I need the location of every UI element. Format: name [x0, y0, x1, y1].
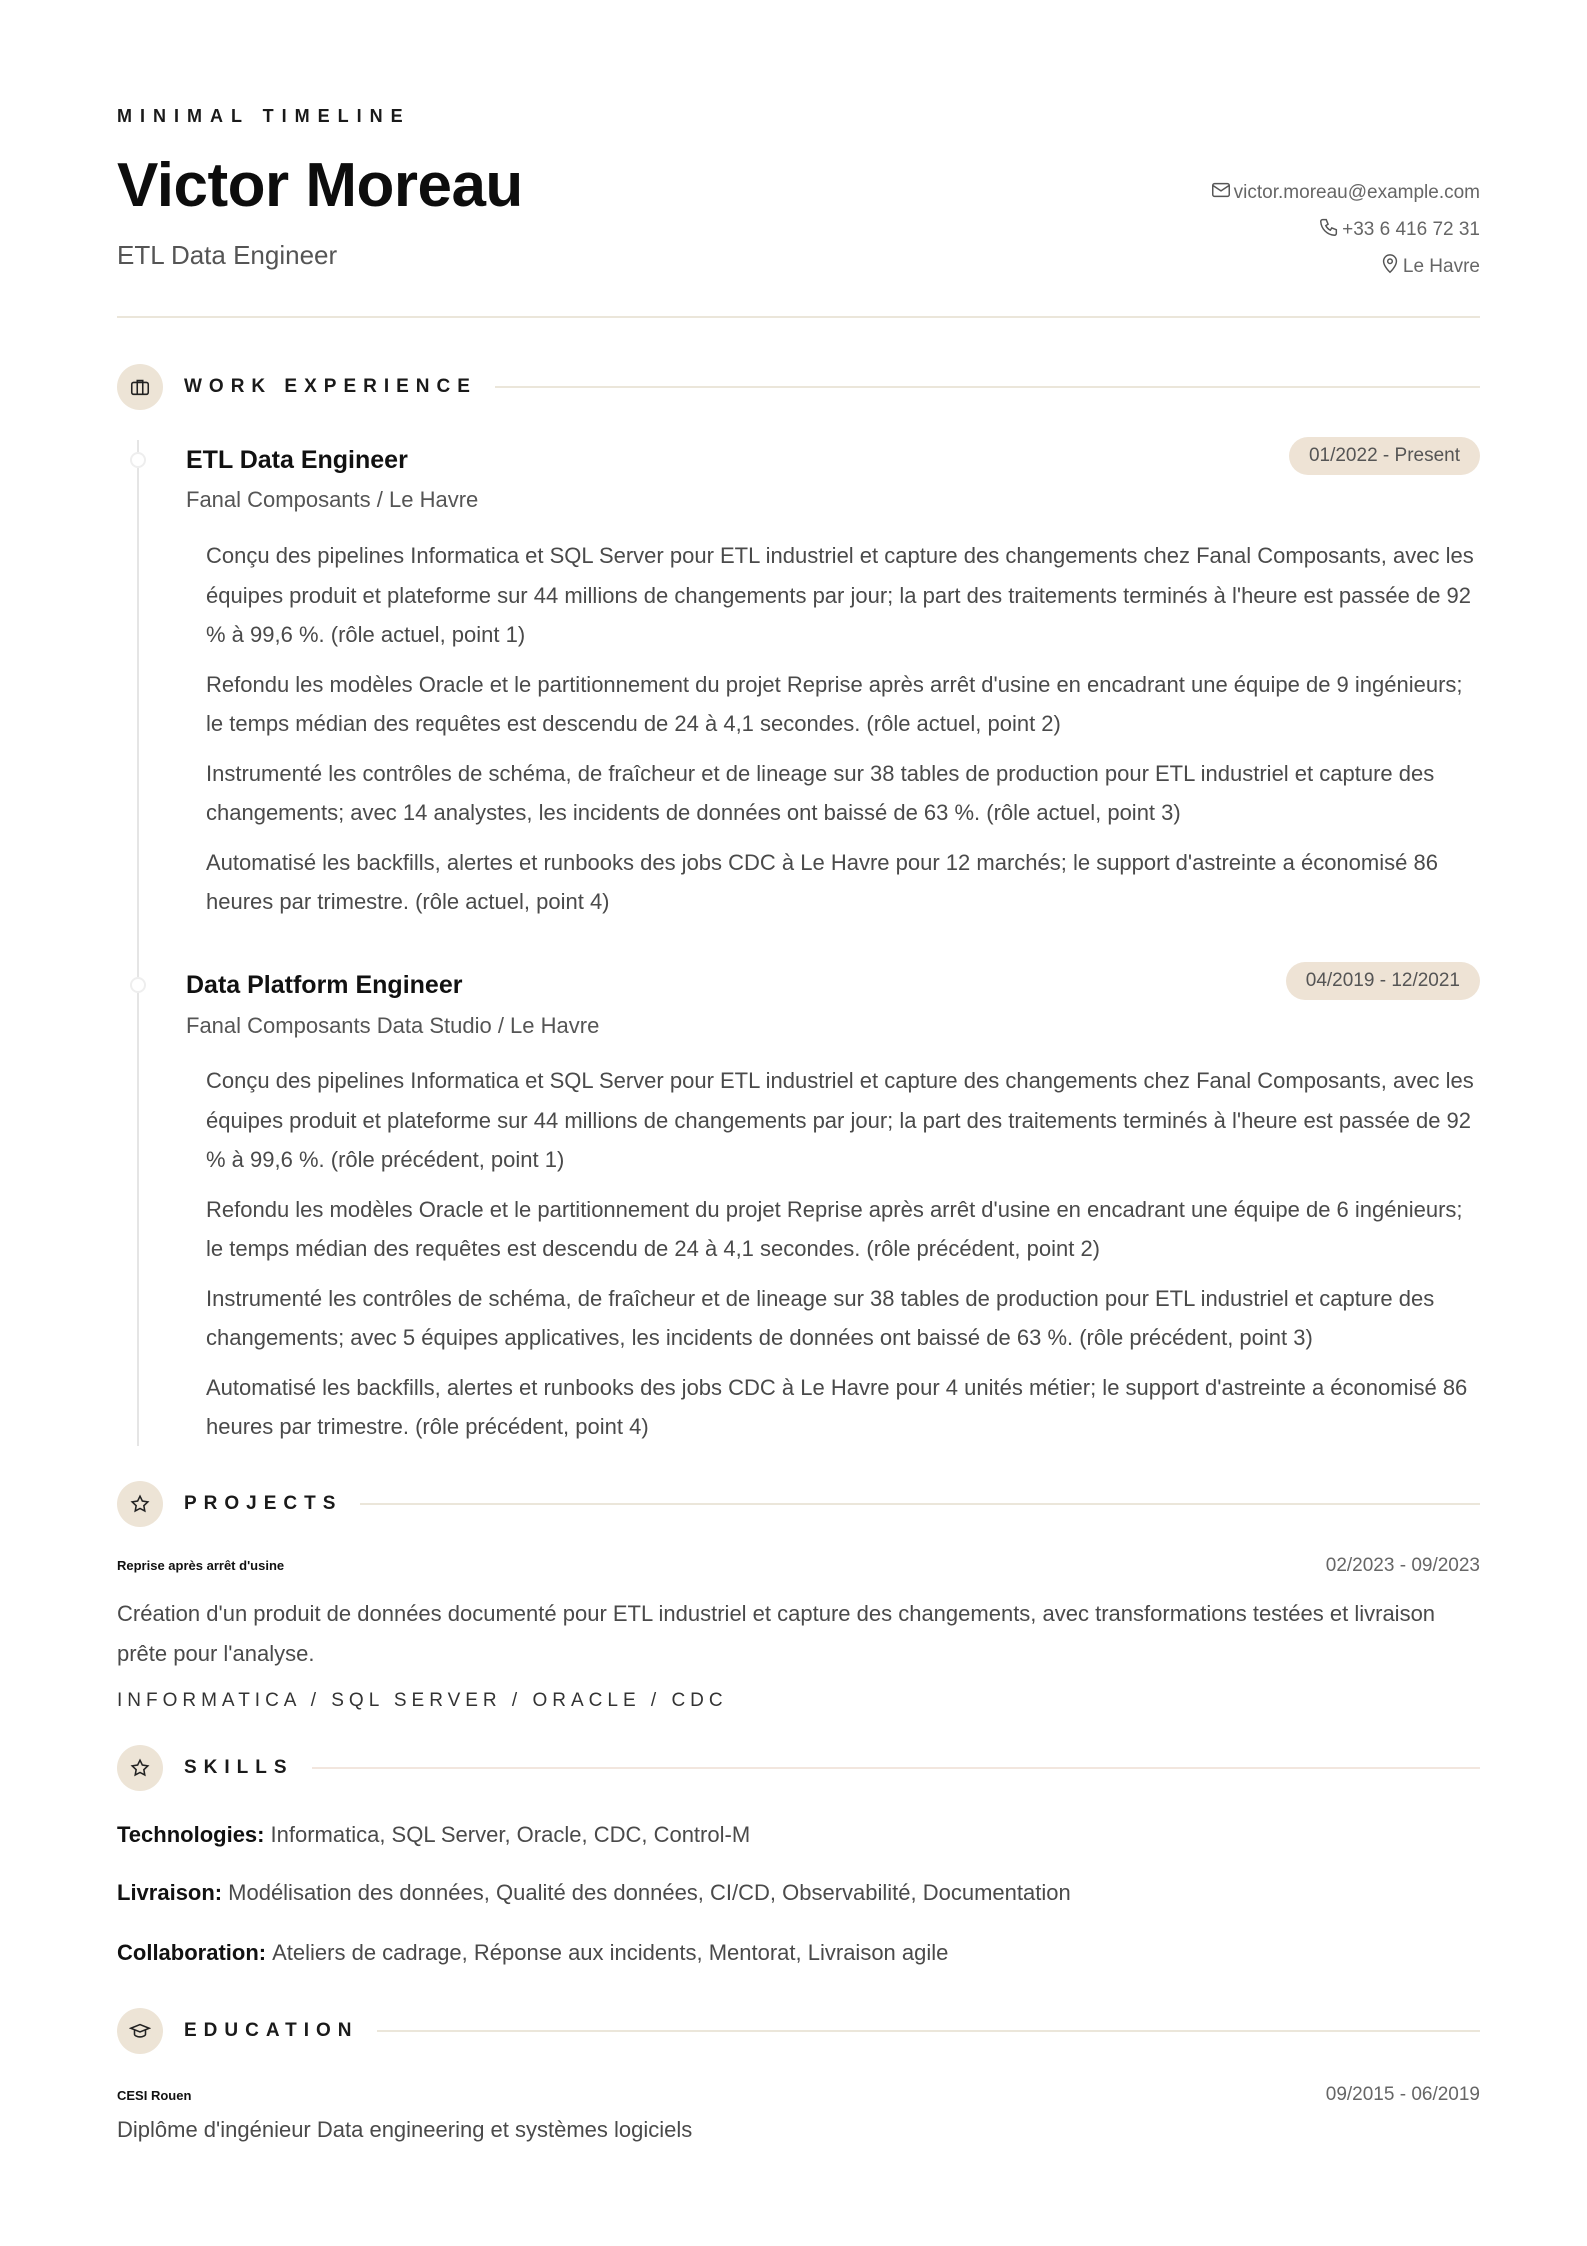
- contact-location-text: Le Havre: [1402, 255, 1480, 277]
- section-rule: [495, 386, 1480, 388]
- contact-email[interactable]: [1210, 174, 1480, 211]
- job-bullet: Automatisé les backfills, alertes et runbooks des jobs CDC à Le Havre pour 12 marchés; le support d'astreinte a économisé 86 heures par trimestre. (rôle actuel, point 4): [206, 849, 1438, 914]
- section-title-skills: SKILLS: [184, 1757, 294, 1778]
- star-icon: [117, 1481, 163, 1527]
- candidate-role: ETL Data Engineer: [117, 240, 338, 270]
- template-kicker: MINIMAL TIMELINE: [117, 106, 411, 126]
- education-dates: 09/2015 - 06/2019: [1325, 2084, 1480, 2105]
- job-date-badge: 04/2019 - 12/2021: [1286, 962, 1480, 1000]
- job-company: Fanal Composants Data Studio / Le Havre: [186, 1013, 600, 1038]
- section-heading-projects: [117, 1481, 1480, 1527]
- project-description: Création d'un produit de données documenté pour ETL industriel et capture des changements, avec transformations testées et livraison prête pour l'analyse.: [117, 1601, 1436, 1666]
- job-title: Data Platform Engineer: [186, 971, 463, 999]
- section-heading-work: [117, 364, 1480, 410]
- job-title: ETL Data Engineer: [186, 446, 408, 474]
- map-pin-icon: [1379, 253, 1401, 281]
- job-bullet: Instrumenté les contrôles de schéma, de fraîcheur et de lineage sur 38 tables de production pour ETL industriel et capture des changements; avec 14 analystes, les incidents de données ont baissé de 63 %. (rôle actuel, point 3): [206, 760, 1435, 825]
- skill-label: Technologies:: [117, 1822, 265, 1847]
- header-divider: [117, 316, 1480, 318]
- job-bullets: [206, 536, 1480, 932]
- job-date-badge: 01/2022 - Present: [1289, 437, 1480, 475]
- section-heading-skills: [117, 1745, 1480, 1791]
- job-bullet: Refondu les modèles Oracle et le partitionnement du projet Reprise après arrêt d'usine en encadrant une équipe de 9 ingénieurs; le temps médian des requêtes est descendu de 24 à 4,1 secondes. (rôle actuel, point 2): [206, 671, 1463, 736]
- job-bullet: Automatisé les backfills, alertes et runbooks des jobs CDC à Le Havre pour 4 unités métier; le support d'astreinte a économisé 86 heures par trimestre. (rôle précédent, point 4): [206, 1374, 1468, 1439]
- contact-phone[interactable]: [1210, 211, 1480, 248]
- skill-value: Ateliers de cadrage, Réponse aux incidents, Mentorat, Livraison agile: [272, 1940, 949, 1965]
- job-bullet: Conçu des pipelines Informatica et SQL Server pour ETL industriel et capture des changements chez Fanal Composants, avec les équipes produit et plateforme sur 44 millions de changements par jour; la part des traitements terminés à l'heure est passée de 92 % à 99,6 %. (rôle précédent, point 1): [206, 1068, 1474, 1172]
- timeline-dot: [130, 452, 146, 468]
- skill-label: Livraison:: [117, 1880, 223, 1905]
- phone-icon: [1318, 216, 1340, 244]
- skill-value: Modélisation des données, Qualité des données, CI/CD, Observabilité, Documentation: [228, 1880, 1071, 1905]
- job-bullet: Refondu les modèles Oracle et le partitionnement du projet Reprise après arrêt d'usine en encadrant une équipe de 6 ingénieurs; le temps médian des requêtes est descendu de 24 à 4,1 secondes. (rôle précédent, point 2): [206, 1196, 1463, 1261]
- skill-row: [117, 1880, 1071, 1906]
- graduation-cap-icon: [117, 2008, 163, 2054]
- job-company: Fanal Composants / Le Havre: [186, 487, 479, 512]
- job-bullets: [206, 1061, 1480, 1457]
- section-rule: [360, 1503, 1480, 1505]
- section-title-education: EDUCATION: [184, 2020, 359, 2041]
- section-title-projects: PROJECTS: [184, 1493, 343, 1514]
- contact-location: [1210, 248, 1480, 285]
- section-heading-education: [117, 2008, 1480, 2054]
- contact-email-text: victor.moreau@example.com: [1233, 181, 1480, 203]
- job-bullet: Conçu des pipelines Informatica et SQL Server pour ETL industriel et capture des changements chez Fanal Composants, avec les équipes produit et plateforme sur 44 millions de changements par jour; la part des traitements terminés à l'heure est passée de 92 % à 99,6 %. (rôle actuel, point 1): [206, 543, 1474, 647]
- timeline-dot: [130, 977, 146, 993]
- timeline-line: [137, 440, 139, 1446]
- briefcase-icon: [117, 364, 163, 410]
- project-name: Reprise après arrêt d'usine: [117, 1558, 285, 1573]
- section-title-work: WORK EXPERIENCE: [184, 376, 477, 397]
- section-rule: [377, 2030, 1480, 2032]
- candidate-name: Victor Moreau: [117, 151, 523, 220]
- skill-value: Informatica, SQL Server, Oracle, CDC, Control-M: [270, 1822, 751, 1847]
- skill-row: [117, 1822, 750, 1848]
- education-school: CESI Rouen: [117, 2088, 192, 2103]
- job-bullet: Instrumenté les contrôles de schéma, de fraîcheur et de lineage sur 38 tables de production pour ETL industriel et capture des changements; avec 5 équipes applicatives, les incidents de données ont baissé de 63 %. (rôle précédent, point 3): [206, 1285, 1435, 1350]
- project-tags: INFORMATICA / SQL SERVER / ORACLE / CDC: [117, 1690, 728, 1711]
- skill-row: [117, 1940, 948, 1966]
- project-dates: 02/2023 - 09/2023: [1325, 1555, 1480, 1576]
- skill-label: Collaboration:: [117, 1940, 267, 1965]
- education-degree: Diplôme d'ingénieur Data engineering et systèmes logiciels: [117, 2117, 693, 2142]
- contact-block: [1210, 174, 1480, 285]
- contact-phone-text: +33 6 416 72 31: [1342, 218, 1480, 240]
- section-rule: [312, 1767, 1480, 1769]
- mail-icon: [1210, 179, 1232, 207]
- star-icon: [117, 1745, 163, 1791]
